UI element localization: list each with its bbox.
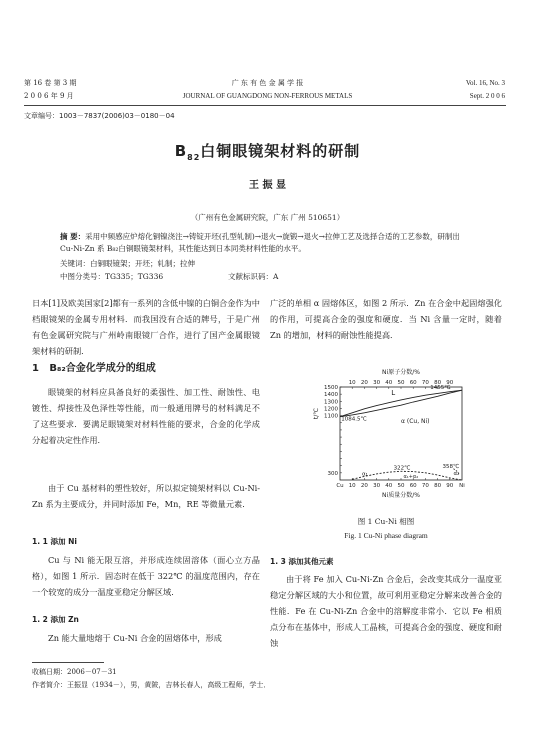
- series-line-1: [340, 390, 462, 417]
- top-tick-label-60: 60: [409, 380, 417, 386]
- top-tick-label-50: 50: [397, 380, 405, 386]
- top-axis-title: Ni原子分数/%: [382, 369, 420, 376]
- cu-ni-phase-diagram: [294, 368, 494, 518]
- y-tick-label-1400: 1400: [324, 392, 338, 399]
- spinodal-temp-label: 322℃: [393, 465, 411, 472]
- cu-melting-point-label: 1084.5℃: [341, 416, 367, 423]
- abstract: 摘 要：采用中频感应炉熔化铜镍浇注→铸锭开坯(孔型轧制)→退火→旋锻→退火→拉伸工艺及选择合适的工艺参数，研制出 Cu-Ni-Zn 系 B₈₂白铜眼镜架材料，其性能达到日本同类材料性能的水平。: [60, 232, 460, 253]
- y-tick-label-300: 300: [327, 470, 338, 477]
- top-tick-label-20: 20: [360, 380, 368, 386]
- x-tick-label-60: 60: [409, 483, 417, 489]
- top-tick-label-90: 90: [446, 380, 454, 386]
- curie-temp-label: 358℃: [442, 463, 460, 470]
- section-1-paragraph-1: 眼镜架的材料应具备良好的柔强性、加工性、耐蚀性、电镀性、焊接性及色泽性等性能，而一般通用牌号的材料满足不了这些要求．要满足眼镜架对材料性能的要求，合金的化学成分起着决定性作用．: [32, 387, 260, 445]
- issue-date: 2 0 0 6 年 9 月: [24, 92, 74, 100]
- paper-title: $B_{82}$白铜眼镜架材料的研制: [174, 142, 361, 162]
- x-right-label: Ni: [459, 483, 465, 489]
- y-axis-title: t/℃: [313, 407, 320, 420]
- x-axis-title: Ni质量分数/%: [382, 492, 420, 499]
- section-1-heading: 1 B₈₂合金化学成分的组成: [32, 363, 156, 374]
- journal-name-en: JOURNAL OF GUANGDONG NON-FERROUS METALS: [182, 92, 353, 100]
- subsection-1-3-heading: 1. 3 添加其他元素: [270, 557, 334, 566]
- section-1-paragraph-2: 由于 Cu 基材料的塑性较好，所以拟定镜架材料以 Cu-Ni-Zn 系为主要成分，并同时添加 Fe，Mn，RE 等微量元素．: [32, 483, 260, 509]
- y-tick-label-1100: 1100: [324, 413, 338, 420]
- y-tick-label-1200: 1200: [324, 406, 338, 413]
- subsection-1-1-heading: 1. 1 添加 Ni: [32, 537, 77, 546]
- journal-name-cn: 广 东 有 色 金 属 学 报: [231, 79, 304, 87]
- subsection-1-3-paragraph: 由于将 Fe 加入 Cu-Ni-Zn 合金后，会改变其成分一温度亚稳定分解区域的大小和位置，故可利用亚稳定分解来改善合金的性能．Fe 在 Cu-Ni-Zn 合金中的溶解度非常小．它以 Fe 相质点分布在基体中，形成人工晶核，可提高合金的强度、硬度和耐蚀: [270, 574, 502, 648]
- subsection-1-2-paragraph: Zn 能大量地熔于 Cu-Ni 合金的固熔体中，形成: [48, 633, 222, 643]
- article-id: 文章编号：1003－7837(2006)03－0180－04: [24, 112, 175, 120]
- figure-caption-en: Fig. 1 Cu-Ni phase diagram: [344, 531, 428, 540]
- x-tick-label-50: 50: [397, 483, 405, 489]
- x-tick-label-80: 80: [434, 483, 442, 489]
- series-line-0: [340, 390, 462, 417]
- subsection-1-1-paragraph: Cu 与 Ni 能无限互溶，并形成连续固溶体（面心立方晶格），如图 1 所示．固态时在低于 322℃ 的温度范围内，存在一个较宽的成分一温度亚稳定分解区域．: [32, 555, 260, 597]
- y-tick-label-1300: 1300: [324, 399, 338, 406]
- affiliation: （广州有色金属研究院，广东 广州 510651）: [190, 213, 345, 222]
- top-tick-label-10: 10: [348, 380, 356, 386]
- author-bio: 作者简介：王振显（1934－），男，黄陂，吉林长春人，高级工程师，学士．: [32, 681, 271, 689]
- subsection-1-2-heading: 1. 2 添加 Zn: [32, 615, 79, 624]
- intro-paragraph: 日本[1]及欧美国家[2]都有一系列的含低中镍的白铜合金作为中档眼镜架的金属专用材料．而我国没有合适的牌号，于是广州有色金属研究院与广州岭南眼镜厂合作，进行了国产金属眼镜架材料的研制．: [32, 298, 260, 356]
- x-tick-label-30: 30: [373, 483, 381, 489]
- author-name: 王 振 显: [249, 180, 286, 191]
- header-rule: [24, 105, 506, 106]
- document-code: 文献标识码：A: [228, 272, 279, 281]
- solid-region-label: α (Cu, Ni): [401, 417, 430, 425]
- right-paragraph-1: 广泛的单相 α 固熔体区，如图 2 所示．Zn 在合金中起固熔强化的作用，可提高合金的强度和硬度．当 Ni 含量一定时，随着 Zn 的增加，材料的耐蚀性能提高．: [270, 298, 502, 340]
- figure-caption-cn: 图 1 Cu-Ni 相图: [357, 517, 415, 526]
- alpha1-label: α₁: [361, 471, 368, 478]
- footnote-rule: [32, 662, 104, 663]
- alpha2-label: α₂: [453, 470, 460, 477]
- liquid-region-label: L: [391, 388, 396, 397]
- top-tick-label-70: 70: [421, 380, 429, 386]
- x-tick-label-20: 20: [360, 483, 368, 489]
- ni-melting-point-label: 1455℃: [430, 384, 451, 391]
- x-tick-label-40: 40: [385, 483, 393, 489]
- x-tick-label-10: 10: [348, 483, 356, 489]
- x-left-label: Cu: [336, 483, 344, 489]
- x-tick-label-90: 90: [446, 483, 454, 489]
- alpha12-label: α₁+α₂: [403, 473, 419, 480]
- x-tick-label-70: 70: [421, 483, 429, 489]
- received-date: 收稿日期：2006－07－31: [32, 668, 117, 676]
- keywords: 关键词：白铜眼镜架；开坯；轧制；拉伸: [60, 259, 195, 268]
- clc-number: 中图分类号：TG335；TG336: [60, 272, 164, 281]
- top-tick-label-40: 40: [385, 380, 393, 386]
- y-tick-label-1500: 1500: [324, 385, 338, 391]
- top-tick-label-80: 80: [434, 380, 442, 386]
- volume-issue: 第 16 卷 第 3 期: [24, 79, 77, 87]
- vol-no-en: Vol. 16, No. 3: [465, 79, 505, 87]
- date-en: Sept. 2 0 0 6: [469, 92, 505, 100]
- top-tick-label-30: 30: [373, 380, 381, 386]
